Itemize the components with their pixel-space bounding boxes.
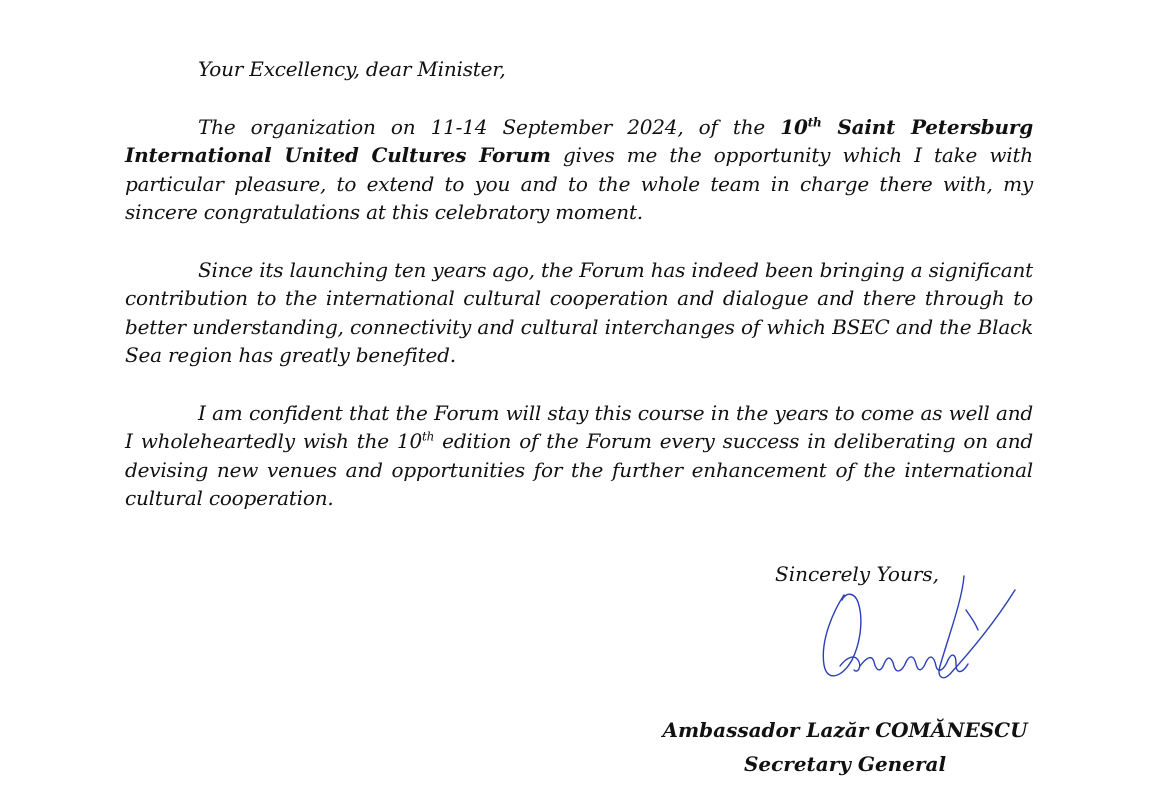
paragraph-forum-contribution: Since its launching ten years ago, the Forum has indeed been bringing a significant contribution to the international cultural cooperation and dialogue and there through to better understanding, connectivity and cultural interchanges of which BSEC and the Black Sea region has greatly benefited. (125, 257, 1033, 367)
forum-edition-number: 10 (780, 114, 808, 139)
p3-text-start: I am confident that the Forum will stay this course in the years to come as well and I wholeheartedly wish the 10 (125, 400, 1033, 453)
signer-title: Secretary General (743, 752, 947, 776)
signer-name: Ambassador Lazăr COMĂNESCU (662, 718, 1028, 742)
salutation: Your Excellency, dear Minister, (198, 57, 506, 81)
closing-line: Sincerely Yours, (775, 562, 940, 586)
edition-suffix: th (421, 429, 435, 444)
paragraph-wishes (125, 399, 1033, 513)
handwritten-signature (810, 570, 1025, 710)
p3-text-end: edition of the Forum every success in deliberating on and devising new venues and opportunities for the further enhancement of the international cultural cooperation. (125, 429, 1033, 510)
forum-title: Saint Petersburg International United Cultures Forum (125, 114, 1033, 167)
paragraph-forum-congratulations (125, 113, 1033, 227)
p1-text-end: gives me the opportunity which I take with particular pleasure, to extend to you and to the whole team in charge there with, my sincere congratulations at this celebratory moment. (125, 143, 1033, 224)
p1-text-start: The organization on 11-14 September 2024, of the (198, 114, 781, 139)
signatory-block (640, 713, 1050, 781)
letter-body (125, 55, 1033, 542)
forum-edition-suffix: th (807, 114, 822, 129)
